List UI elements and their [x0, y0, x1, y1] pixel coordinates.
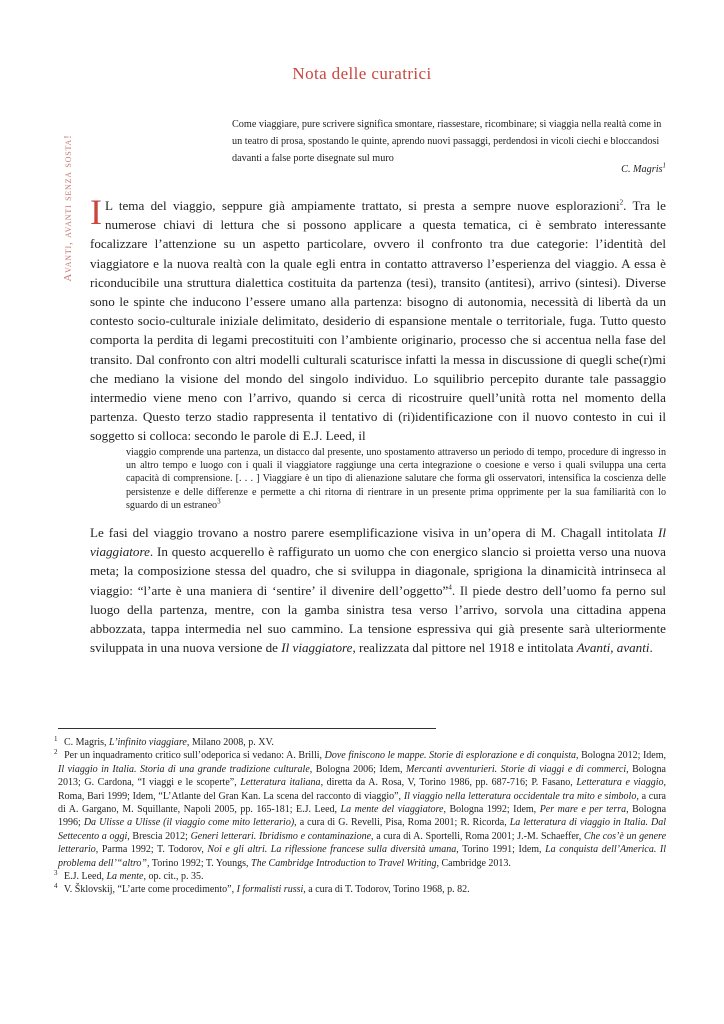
footnote-divider [58, 728, 436, 729]
footnote-text: , Bologna 1992; Idem, [443, 804, 540, 816]
book-title: Che cos’è un genere letterario [58, 830, 667, 856]
book-title: La mente del viaggiatore [340, 804, 444, 816]
paragraph-1-text-b: . Tra le numerose chiavi di lettura che si possono applicare a questa tematica, ci è sembrato interessante focalizzare l’attenzione su un aspetto particolare, ovvero il confronto tra due categorie: l’identità del viaggiatore e la nuova realtà con la quale egli entra in contatto attraverso l’esperienza del viaggio. A essa è riconducibile una struttura dialettica costituita da partenza (tesi), transito (antitesi), arrivo (sintesi). Diverse sono le spinte che inducono l’essere umano alla partenza: bisogno di autonomia, necessità di libertà da un contesto socio-culturale iniziale delimitato, desiderio di espansione mentale o territoriale, fuga. Tutto questo comporta la perdita di legami precostituiti con l’ambiente originario, processo che si accentua nella fase del transito. Dal confronto con altri modelli culturali scaturisce infatti la messa in discussione di quegli sche(r)mi che mediano la visione del mondo del singolo individuo. Lo squilibrio percepito durante tale passaggio intermedio viene meno con l’arrivo, quando si cerca di ricostruire quell’unità rotta nel momento della partenza. Questo terzo stadio rappresenta il tentativo di (ri)identificazione con il nuovo contesto in cui il soggetto si colloca: secondo le parole di E.J. Leed, il [90, 198, 666, 444]
epigraph-attribution [232, 161, 666, 175]
footnote-text: , Roma, Bari 1999; Idem, “L’Atlante del Gran Kan. La scena del racconto di viaggio”, [58, 777, 666, 802]
footnote-text: Per un inquadramento critico sull’odeporica si vedano: A. Brilli, [64, 750, 325, 762]
footnote-text: , Bologna 1996; [58, 804, 667, 829]
book-title: Mercanti avventurieri. Storie di viaggi e di commerci [406, 763, 627, 775]
footnote-number: 3 [54, 868, 58, 877]
book-title: L’infinito viaggiare [109, 737, 187, 748]
footnote-text: , a cura di G. Revelli, Pisa, Roma 2001; R. Ricorda, [294, 817, 510, 829]
footnote-text: , Brescia 2012; [127, 830, 191, 842]
book-title: Da Ulisse a Ulisse (il viaggio come mito letterario) [83, 817, 295, 829]
footnote-text: , Milano 2008, p. XV. [186, 737, 274, 748]
footnote-3 [54, 870, 666, 883]
footnote-text: , Torino 1992; T. Youngs, [146, 857, 252, 869]
footnotes-list [54, 736, 666, 897]
footnote-text: E.J. Leed, [64, 871, 107, 883]
artwork-title: Avanti, avanti [576, 640, 650, 656]
footnote-1 [54, 736, 666, 749]
footnote-text: , a cura di A. Sportelli, Roma 2001; J.-M. Schaeffer, [371, 830, 584, 842]
book-title: La letteratura di viaggio in Italia. Dal Settecento a oggi [58, 817, 666, 842]
book-title: Dove finiscono le mappe. Storie di esplorazione e di conquista [324, 750, 576, 762]
footnote-text: , Torino 1991; Idem, [456, 844, 546, 856]
footnote-ref-2[interactable]: 2 [619, 198, 624, 207]
footnote-text: V. Šklovskij, “L’arte come procedimento”, [63, 884, 237, 896]
book-title: Noi e gli altri. La riflessione francese sulla diversità umana [207, 844, 457, 856]
book-title: Il viaggio nella letteratura occidentale tra mito e simbolo [403, 790, 637, 802]
epigraph-text: Come viaggiare, pure scrivere significa smontare, riassestare, ricombinare; si viaggia nella realtà come in un teatro di prosa, spostando le quinte, aprendo nuovi passaggi, perdendosi in vicoli ciechi e bloccandosi davanti a false porte disegnate sul muro [232, 119, 662, 164]
footnote-text: , Cambridge 2013. [436, 857, 511, 869]
footnote-ref-4[interactable]: 4 [448, 583, 452, 592]
epigraph-author: C. Magris [621, 164, 663, 175]
book-title: La conquista dell’America. Il problema dell’“altro” [58, 844, 666, 869]
paragraph-2-text: . Il piede destro dell’uomo fa perno sul luogo della partenza, mentre, con la gamba sinistra tesa verso l’arrivo, sorvola una cittadina appena abbozzata, tappa intermedia nel suo cammino. La tensione espressiva qui già presente sarà ulteriormente sviluppata in una nuova versione de [90, 582, 667, 656]
body-paragraph-2 [90, 523, 666, 657]
book-title: Per mare e per terra [539, 804, 627, 816]
paragraph-1-text-a: L tema del viaggio, seppure già ampiamente trattato, si presta a sempre nuove esplorazioni [105, 198, 620, 213]
paragraph-2-text: , realizzata dal pittore nel 1918 e intitolata [352, 640, 577, 656]
block-quote-text: viaggio comprende una partenza, un distacco dal presente, uno spostamento attraverso un periodo di tempo, procedure di ingresso in un altro tempo e luogo con i quali il viaggiatore raggiunge una certa integrazione o coesione e verso i quali sviluppa una certa capacità di comprensione. [. . . ] Viaggiare è un tipo di alienazione salutare che forma gli osservatori, intensifica la coscienza delle persistenze e delle differenze e permette a chi ritorna di rientrare in un presente prima opprimente per la sua familiarità con lo sguardo di un estraneo [126, 447, 666, 511]
running-title-sidebar [60, 118, 76, 298]
book-title: Letteratura italiana [240, 777, 321, 789]
footnote-2 [54, 749, 666, 870]
book-title: La mente [106, 871, 144, 883]
running-title: Avanti, avanti senza sosta! [62, 134, 74, 282]
footnote-text: , Bologna 2012; Idem, [576, 750, 666, 762]
paragraph-2-text: . In questo acquerello è raffigurato un uomo che con energico slancio si proietta verso una nuova meta; la composizione stessa del quadro, che si sviluppa in diagonale, sprigiona la dinamicità intrinseca al viaggio: “l’arte è una maniera di ‘sentire’ il divenire dell’oggetto” [90, 544, 666, 598]
page-title: Nota delle curatrici [292, 64, 432, 83]
artwork-title: Il viaggiatore [90, 525, 666, 560]
footnote-text: C. Magris, [64, 737, 109, 748]
book-title: Letteratura e viaggio [576, 777, 664, 789]
footnote-4 [54, 883, 666, 896]
footnote-text: , op. cit., p. 35. [143, 871, 204, 883]
body-paragraph-1 [90, 192, 666, 446]
artwork-title: Il viaggiatore [281, 640, 353, 656]
paragraph-2-text: . [649, 640, 653, 656]
book-title: The Cambridge Introduction to Travel Writing [251, 857, 437, 869]
book-title: Il viaggio in Italia. Storia di una grande tradizione culturale [58, 763, 310, 775]
footnote-ref-1[interactable]: 1 [662, 161, 666, 170]
book-title: Generi letterari. Ibridismo e contaminazione [190, 830, 372, 842]
footnote-number: 2 [54, 748, 58, 757]
block-quote [126, 446, 666, 512]
footnote-text: , diretta da A. Rosa, V, Torino 1986, pp. 687-716; P. Fasano, [320, 777, 577, 789]
footnote-text: , Bologna 2013; G. Cardona, “I viaggi e le scoperte”, [58, 763, 666, 789]
footnote-ref-3[interactable]: 3 [217, 497, 221, 506]
footnote-text: , Parma 1992; T. Todorov, [95, 844, 208, 856]
footnote-text: , a cura di T. Todorov, Torino 1968, p. 82. [303, 884, 470, 896]
footnote-text: , a cura di A. Gargano, M. Squillante, Napoli 2005, pp. 165-181; E.J. Leed, [58, 790, 666, 816]
footnote-number: 1 [54, 734, 58, 743]
drop-cap: I [90, 192, 102, 232]
book-title: I formalisti russi [236, 884, 304, 896]
footnote-text: , Bologna 2006; Idem, [309, 763, 406, 775]
paragraph-2-text: Le fasi del viaggio trovano a nostro parere esemplificazione visiva in un’opera di M. Chagall intitolata [90, 525, 658, 540]
footnote-number: 4 [54, 882, 58, 891]
